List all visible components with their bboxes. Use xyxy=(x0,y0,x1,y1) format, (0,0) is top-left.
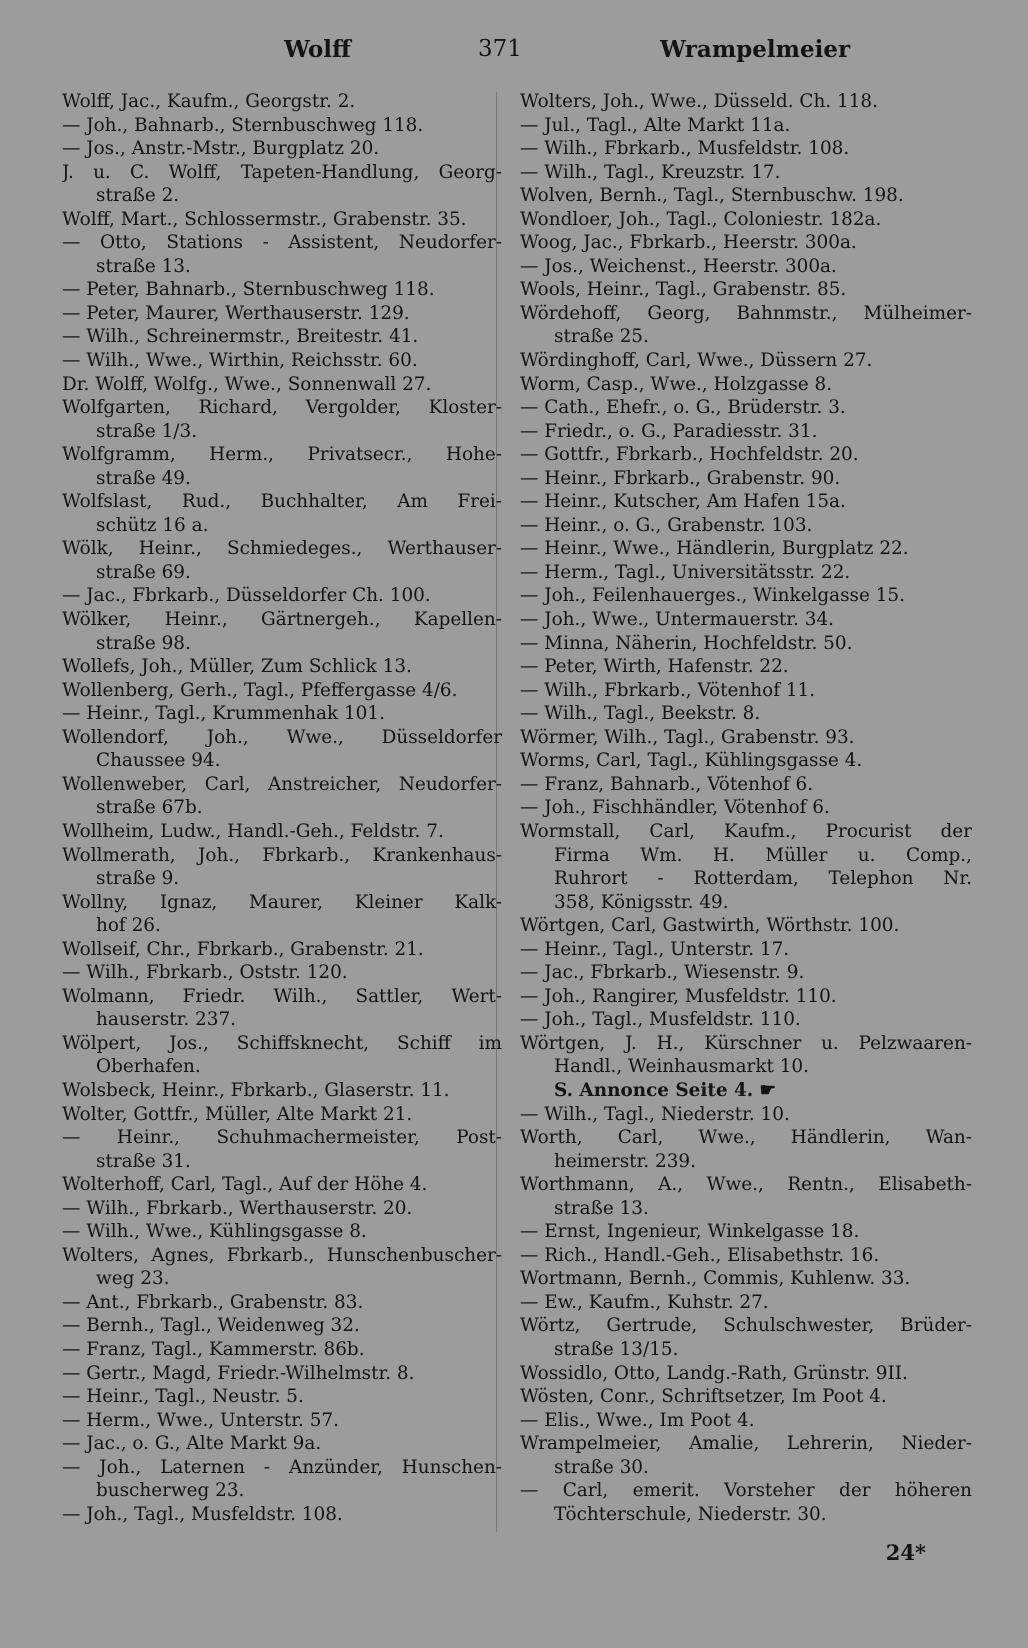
directory-line: Wolfgramm, Herm., Privatsecr., Hohe- xyxy=(62,444,502,466)
directory-line: J. u. C. Wolff, Tapeten-Handlung, Georg- xyxy=(62,161,502,183)
directory-line: straße 25. xyxy=(554,326,649,348)
left-column xyxy=(62,90,502,1526)
running-head-right: Wrampelmeier xyxy=(660,36,851,63)
directory-line: — Joh., Bahnarb., Sternbuschweg 118. xyxy=(62,114,424,136)
directory-line: Wormstall, Carl, Kaufm., Procurist der xyxy=(520,820,972,842)
directory-line: — Heinr., Fbrkarb., Grabenstr. 90. xyxy=(520,467,841,489)
directory-line: Wösten, Conr., Schriftsetzer, Im Poot 4. xyxy=(520,1386,887,1408)
directory-line: straße 69. xyxy=(96,561,191,583)
page-number: 371 xyxy=(478,36,522,62)
directory-line: Töchterschule, Niederstr. 30. xyxy=(554,1503,827,1525)
directory-line: — Heinr., Tagl., Neustr. 5. xyxy=(62,1386,304,1408)
signature-mark: 24* xyxy=(885,1540,926,1565)
directory-line: — Peter, Wirth, Hafenstr. 22. xyxy=(520,656,789,678)
directory-line: — Heinr., Wwe., Händlerin, Burgplatz 22. xyxy=(520,538,909,560)
directory-line: buscherweg 23. xyxy=(96,1480,245,1502)
directory-line: Wools, Heinr., Tagl., Grabenstr. 85. xyxy=(520,279,847,301)
directory-line: — Joh., Feilenhauerges., Winkelgasse 15. xyxy=(520,585,905,607)
directory-line: — Joh., Laternen - Anzünder, Hunschen- xyxy=(62,1456,502,1478)
directory-line: Oberhafen. xyxy=(96,1056,201,1078)
directory-line: straße 13. xyxy=(554,1197,649,1219)
directory-line: — Jac., o. G., Alte Markt 9a. xyxy=(62,1433,322,1455)
directory-line: Worth, Carl, Wwe., Händlerin, Wan- xyxy=(520,1127,972,1149)
directory-line: Wolsbeck, Heinr., Fbrkarb., Glaserstr. 11. xyxy=(62,1079,450,1101)
directory-line: Dr. Wolff, Wolfg., Wwe., Sonnenwall 27. xyxy=(62,373,432,395)
directory-line: — Herm., Wwe., Unterstr. 57. xyxy=(62,1409,339,1431)
directory-line: Worm, Casp., Wwe., Holzgasse 8. xyxy=(520,373,833,395)
directory-line: Wörtz, Gertrude, Schulschwester, Brüder- xyxy=(520,1315,972,1337)
directory-line: — Joh., Tagl., Musfeldstr. 110. xyxy=(520,1009,801,1031)
directory-line: — Elis., Wwe., Im Poot 4. xyxy=(520,1409,755,1431)
directory-line: — Joh., Tagl., Musfeldstr. 108. xyxy=(62,1503,343,1525)
directory-line: — Wilh., Wwe., Wirthin, Reichsstr. 60. xyxy=(62,350,418,372)
directory-line: Wollseif, Chr., Fbrkarb., Grabenstr. 21. xyxy=(62,938,424,960)
directory-line: straße 13. xyxy=(96,255,191,277)
directory-line: Wörtgen, Carl, Gastwirth, Wörthstr. 100. xyxy=(520,915,900,937)
directory-line: Wördehoff, Georg, Bahnmstr., Mülheimer- xyxy=(520,302,972,324)
directory-line: Wollendorf, Joh., Wwe., Düsseldorfer xyxy=(62,726,502,748)
directory-line: straße 98. xyxy=(96,632,191,654)
directory-line: Wollmerath, Joh., Fbrkarb., Krankenhaus- xyxy=(62,844,502,866)
directory-line: Wolff, Jac., Kaufm., Georgstr. 2. xyxy=(62,91,356,112)
directory-line: — Jac., Fbrkarb., Wiesenstr. 9. xyxy=(520,962,805,984)
directory-line: Wolter, Gottfr., Müller, Alte Markt 21. xyxy=(62,1103,413,1125)
directory-line: Wollenberg, Gerh., Tagl., Pfeffergasse 4/6. xyxy=(62,679,458,701)
directory-line: Worms, Carl, Tagl., Kühlingsgasse 4. xyxy=(520,750,863,772)
directory-line: — Wilh., Fbrkarb., Oststr. 120. xyxy=(62,962,348,984)
directory-line: hauserstr. 237. xyxy=(96,1009,237,1031)
directory-line: — Wilh., Fbrkarb., Musfeldstr. 108. xyxy=(520,138,850,160)
directory-line: 358, Königsstr. 49. xyxy=(554,891,729,913)
directory-line: — Jos., Weichenst., Heerstr. 300a. xyxy=(520,255,837,277)
directory-line: Wolters, Joh., Wwe., Düsseld. Ch. 118. xyxy=(520,91,878,112)
directory-line: Wolven, Bernh., Tagl., Sternbuschw. 198. xyxy=(520,185,904,207)
directory-line: — Friedr., o. G., Paradiesstr. 31. xyxy=(520,420,818,442)
directory-line: — Minna, Näherin, Hochfeldstr. 50. xyxy=(520,632,853,654)
directory-line: straße 67b. xyxy=(96,797,203,819)
directory-line: — Gertr., Magd, Friedr.-Wilhelmstr. 8. xyxy=(62,1362,415,1384)
directory-line: — Franz, Bahnarb., Vötenhof 6. xyxy=(520,773,814,795)
directory-line: Wölker, Heinr., Gärtnergeh., Kapellen- xyxy=(62,609,502,631)
directory-line: Wolff, Mart., Schlossermstr., Grabenstr. 35. xyxy=(62,208,467,230)
directory-line: Worthmann, A., Wwe., Rentn., Elisabeth- xyxy=(520,1174,972,1196)
directory-line: — Wilh., Fbrkarb., Werthauserstr. 20. xyxy=(62,1197,413,1219)
directory-line: — Heinr., Schuhmachermeister, Post- xyxy=(62,1127,502,1149)
directory-line: — Heinr., Kutscher, Am Hafen 15a. xyxy=(520,491,846,513)
directory-line: — Wilh., Tagl., Niederstr. 10. xyxy=(520,1103,790,1125)
directory-line: — Heinr., Tagl., Unterstr. 17. xyxy=(520,938,790,960)
directory-line: — Otto, Stations - Assistent, Neudorfer- xyxy=(62,232,502,254)
directory-line: — Ant., Fbrkarb., Grabenstr. 83. xyxy=(62,1291,364,1313)
directory-line: Wölk, Heinr., Schmiedeges., Werthauser- xyxy=(62,538,502,560)
directory-line: straße 30. xyxy=(554,1456,649,1478)
directory-line: — Ernst, Ingenieur, Winkelgasse 18. xyxy=(520,1221,860,1243)
directory-line: Chaussee 94. xyxy=(96,750,221,772)
directory-line: Wollheim, Ludw., Handl.-Geh., Feldstr. 7. xyxy=(62,820,444,842)
directory-line: hof 26. xyxy=(96,915,161,937)
directory-line: straße 1/3. xyxy=(96,420,198,442)
directory-line: straße 9. xyxy=(96,868,180,890)
directory-line: — Heinr., o. G., Grabenstr. 103. xyxy=(520,514,813,536)
directory-line: — Jos., Anstr.-Mstr., Burgplatz 20. xyxy=(62,138,380,160)
directory-line: — Heinr., Tagl., Krummenhak 101. xyxy=(62,703,385,725)
directory-line: Wörtgen, J. H., Kürschner u. Pelzwaaren- xyxy=(520,1032,972,1054)
directory-line: S. Annonce Seite 4. ☛ xyxy=(554,1079,777,1101)
directory-line: — Gottfr., Fbrkarb., Hochfeldstr. 20. xyxy=(520,444,859,466)
directory-line: — Jac., Fbrkarb., Düsseldorfer Ch. 100. xyxy=(62,585,431,607)
directory-line: — Peter, Bahnarb., Sternbuschweg 118. xyxy=(62,279,435,301)
directory-line: schütz 16 a. xyxy=(96,514,209,536)
directory-line: Wolmann, Friedr. Wilh., Sattler, Wert- xyxy=(62,985,502,1007)
directory-line: Wollefs, Joh., Müller, Zum Schlick 13. xyxy=(62,656,412,678)
running-head-left: Wolff xyxy=(284,36,351,63)
directory-line: Wolfslast, Rud., Buchhalter, Am Frei- xyxy=(62,491,502,513)
directory-line: — Joh., Rangirer, Musfeldstr. 110. xyxy=(520,985,837,1007)
directory-line: — Joh., Wwe., Untermauerstr. 34. xyxy=(520,609,834,631)
directory-line: Wolfgarten, Richard, Vergolder, Kloster- xyxy=(62,397,502,419)
directory-line: — Ew., Kaufm., Kuhstr. 27. xyxy=(520,1291,769,1313)
directory-line: Ruhrort - Rotterdam, Telephon Nr. xyxy=(554,868,972,890)
directory-line: Wolterhoff, Carl, Tagl., Auf der Höhe 4. xyxy=(62,1174,428,1196)
directory-line: Wollny, Ignaz, Maurer, Kleiner Kalk- xyxy=(62,891,502,913)
directory-line: — Wilh., Schreinermstr., Breitestr. 41. xyxy=(62,326,419,348)
directory-line: weg 23. xyxy=(96,1268,170,1290)
directory-line: straße 2. xyxy=(96,185,180,207)
directory-line: heimerstr. 239. xyxy=(554,1150,696,1172)
directory-line: Handl., Weinhausmarkt 10. xyxy=(554,1056,809,1078)
directory-line: Wossidlo, Otto, Landg.-Rath, Grünstr. 9II. xyxy=(520,1362,908,1384)
directory-line: Wondloer, Joh., Tagl., Coloniestr. 182a. xyxy=(520,208,882,230)
directory-line: — Wilh., Tagl., Beekstr. 8. xyxy=(520,703,761,725)
directory-line: Wörmer, Wilh., Tagl., Grabenstr. 93. xyxy=(520,726,855,748)
directory-line: Wölpert, Jos., Schiffsknecht, Schiff im xyxy=(62,1032,502,1054)
directory-line: straße 49. xyxy=(96,467,191,489)
directory-line: — Carl, emerit. Vorsteher der höheren xyxy=(520,1480,972,1502)
directory-line: Wördinghoff, Carl, Wwe., Düssern 27. xyxy=(520,350,873,372)
right-column xyxy=(520,90,972,1526)
directory-line: — Jul., Tagl., Alte Markt 11a. xyxy=(520,114,791,136)
directory-line: — Herm., Tagl., Universitätsstr. 22. xyxy=(520,561,851,583)
directory-line: — Wilh., Tagl., Kreuzstr. 17. xyxy=(520,161,781,183)
directory-line: — Wilh., Wwe., Kühlingsgasse 8. xyxy=(62,1221,367,1243)
directory-line: — Bernh., Tagl., Weidenweg 32. xyxy=(62,1315,360,1337)
directory-line: straße 31. xyxy=(96,1150,191,1172)
directory-line: — Peter, Maurer, Werthauserstr. 129. xyxy=(62,302,410,324)
directory-line: Woog, Jac., Fbrkarb., Heerstr. 300a. xyxy=(520,232,857,254)
directory-line: Wortmann, Bernh., Commis, Kuhlenw. 33. xyxy=(520,1268,911,1290)
directory-line: — Franz, Tagl., Kammerstr. 86b. xyxy=(62,1338,365,1360)
directory-line: Firma Wm. H. Müller u. Comp., xyxy=(554,844,972,866)
directory-line: — Wilh., Fbrkarb., Vötenhof 11. xyxy=(520,679,816,701)
directory-line: — Joh., Fischhändler, Vötenhof 6. xyxy=(520,797,830,819)
directory-line: — Cath., Ehefr., o. G., Brüderstr. 3. xyxy=(520,397,846,419)
directory-line: Wrampelmeier, Amalie, Lehrerin, Nieder- xyxy=(520,1433,972,1455)
directory-line: — Rich., Handl.-Geh., Elisabethstr. 16. xyxy=(520,1244,880,1266)
directory-line: Wolters, Agnes, Fbrkarb., Hunschenbuscher- xyxy=(62,1244,502,1266)
directory-line: Wollenweber, Carl, Anstreicher, Neudorfer- xyxy=(62,773,502,795)
directory-line: straße 13/15. xyxy=(554,1338,679,1360)
